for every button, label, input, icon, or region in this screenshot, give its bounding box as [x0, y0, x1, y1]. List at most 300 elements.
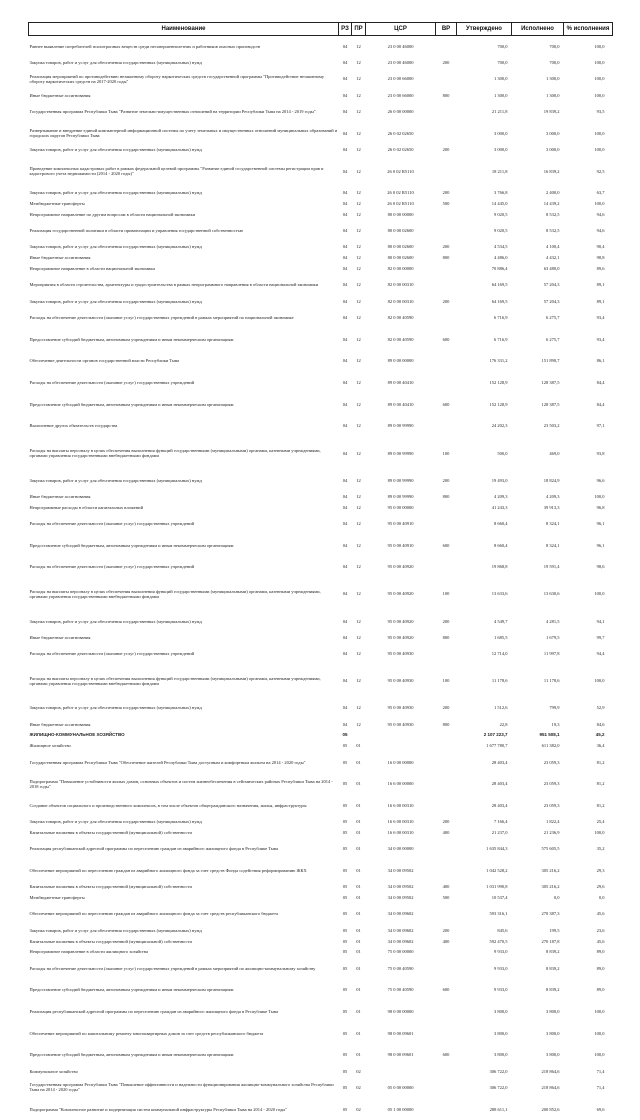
row-approved: 1 300,0 [494, 92, 508, 98]
row-approved: 11 178,6 [491, 678, 508, 684]
table-row [29, 513, 613, 535]
row-percent: 97,1 [596, 423, 605, 429]
row-rz: 04 [342, 521, 348, 526]
table-row [29, 946, 613, 957]
row-pr: 12 [356, 201, 361, 207]
row-csr: 95 0 00 40920 [387, 634, 414, 640]
row-name: Закупка товаров, работ и услуг для обеспечения государственных (муниципальных) нужд [29, 244, 202, 250]
row-csr: 95 0 00 40930 [387, 678, 414, 684]
row-pr: 12 [356, 255, 361, 261]
row-percent: 100,0 [594, 1030, 605, 1036]
table-row [29, 730, 613, 741]
row-pr: 12 [356, 168, 361, 174]
row-percent: 100,0 [594, 830, 605, 836]
row-approved: 6 716,9 [494, 314, 508, 320]
row-rz: 05 [342, 938, 348, 944]
row-pr: 12 [356, 721, 361, 727]
row-rz: 05 [342, 1084, 348, 1090]
row-csr: 26 0 02 02650 [387, 146, 414, 152]
row-name: Закупка товаров, работ и услуг для обеспечения государственных (муниципальных) нужд [29, 190, 202, 196]
row-executed: 270 387,3 [541, 911, 560, 917]
row-name: Расходы на обеспечение деятельности (оказание услуг) государственных учреждений [29, 521, 195, 526]
row-executed: 39 913,3 [543, 504, 560, 510]
table-row [29, 838, 613, 860]
row-rz: 05 [342, 965, 348, 971]
row-name: Капитальные вложения в объекты государственной (муниципальной) собственности [29, 830, 192, 836]
row-rz: 04 [342, 477, 348, 483]
row-vr [436, 372, 457, 394]
row-name: Предоставление субсидий бюджетным, автономным учреждениям и иным некоммерческим организациям [29, 336, 234, 342]
row-name: Предоставление субсидий бюджетным, автономным учреждениям и иным некоммерческим организациям [29, 1052, 234, 1058]
row-percent: 100,0 [594, 201, 605, 207]
row-name: Государственная программа Республики Тыва "Повышение эффективности и надежности функционирования жилищно-коммунального хозяйства Республики Тыва на 2014 - 2020 годы" [29, 1082, 334, 1093]
row-csr: 82 0 00 00310 [387, 298, 414, 304]
row-percent: 93,4 [596, 314, 605, 320]
row-rz: 05 [342, 895, 348, 901]
row-pr: 12 [356, 401, 361, 407]
row-csr: 16 6 00 00310 [387, 819, 414, 825]
row-percent: 81,2 [596, 759, 605, 765]
row-name: Иные бюджетные ассигнования [29, 634, 91, 640]
row-vr [436, 838, 457, 860]
row-percent: 81,2 [596, 781, 605, 787]
row-vr [436, 209, 457, 220]
row-csr: 23 0 00 46000 [387, 60, 414, 66]
row-approved: 3 800,0 [494, 1030, 508, 1036]
table-row [29, 307, 613, 329]
row-approved: 845,6 [497, 927, 508, 933]
row-percent: 100,0 [594, 1052, 605, 1058]
table-row [29, 101, 613, 123]
row-pr: 12 [356, 108, 361, 114]
row-csr: 95 0 00 40920 [387, 618, 414, 624]
row-rz: 04 [342, 76, 348, 82]
row-csr: 26 0 02 R5110 [387, 201, 414, 207]
row-percent: 94,6 [596, 228, 605, 234]
row-pr: 01 [356, 781, 361, 787]
table-row [29, 274, 613, 296]
row-percent: 99,7 [596, 634, 605, 640]
row-executed: 8 324,1 [546, 542, 560, 548]
row-csr: 95 0 00 40930 [387, 651, 414, 657]
row-percent: 96,6 [596, 477, 605, 483]
row-approved: 64 169,5 [491, 282, 508, 288]
row-vr: 100 [442, 450, 450, 456]
row-executed: 14 439,2 [543, 201, 560, 207]
header-approved: Утверждено [457, 23, 512, 36]
row-pr: 12 [356, 618, 361, 624]
row-pr: 12 [356, 146, 361, 152]
row-pr: 12 [356, 591, 361, 597]
row-rz: 04 [342, 564, 348, 570]
row-percent: 45,6 [596, 911, 605, 917]
row-name: Расходы на выплаты персоналу в целях обеспечения выполнения функций государственными (муниципальными) органами, казенными учреждениями, органами управления государственными внебюджетными фондами [29, 675, 321, 686]
row-name: Государственная программа Республики Тыва "Обеспечение жителей Республики Тыва доступным и комфортным жильем на 2014 - 2020 годы" [29, 759, 306, 765]
row-name: Создание объектов социального и производственного комплексов, в том числе объектов общегражданского назначения, жилья, инфраструктуры [29, 802, 307, 808]
row-vr: 600 [442, 542, 450, 548]
row-rz: 04 [342, 228, 348, 234]
row-name: Непрограммное направление в области национальной экономики [29, 266, 155, 272]
row-rz: 04 [342, 255, 348, 261]
table-row [29, 144, 613, 155]
table-row [29, 827, 613, 838]
row-pr: 02 [356, 1084, 361, 1090]
row-vr [436, 1001, 457, 1023]
row-approved: 593 316,1 [489, 911, 508, 917]
row-csr: 95 0 00 40910 [387, 542, 414, 548]
row-approved: 1 685,5 [494, 634, 508, 640]
row-vr: 200 [442, 60, 450, 66]
row-vr: 800 [442, 493, 450, 499]
row-csr [366, 730, 436, 741]
row-name: Иные бюджетные ассигнования [29, 255, 91, 261]
row-rz: 05 [342, 830, 348, 836]
row-name: Обеспечение мероприятий по капитальному ремонту многоквартирных домов за счет средств республиканского бюджета [29, 1030, 264, 1036]
row-approved: 288 611,1 [489, 1106, 508, 1112]
row-approved: 3 000,0 [494, 146, 508, 152]
row-executed: 151 890,7 [541, 358, 560, 364]
row-executed: 611 382,0 [541, 743, 560, 749]
row-percent: 71,4 [596, 1068, 605, 1074]
row-approved: 6 716,9 [494, 336, 508, 342]
row-percent: 29,6 [596, 884, 605, 890]
row-executed: 18 824,9 [543, 477, 560, 483]
table-row [29, 187, 613, 198]
row-pr: 02 [356, 1068, 361, 1074]
row-percent: 90,4 [596, 244, 605, 250]
row-name: Непрограммные расходы в области капитальных вложений [29, 504, 143, 510]
row-vr [436, 307, 457, 329]
row-pr: 01 [356, 1052, 361, 1058]
row-vr: 500 [442, 201, 450, 207]
row-percent: 100,0 [594, 493, 605, 499]
row-vr: 400 [442, 938, 450, 944]
row-executed: 13 630,6 [543, 591, 560, 597]
row-approved: 152 128,9 [489, 380, 508, 386]
row-csr: 82 0 00 40590 [387, 314, 414, 320]
row-name: Развертывание и внедрение единой компьютерной информационной системы по учету земельных и имущественных отношений муниципальных образований и городских округов Республики Тыва [29, 128, 338, 139]
row-rz: 05 [342, 868, 348, 874]
row-vr [436, 1066, 457, 1077]
row-approved: 9 933,0 [494, 987, 508, 993]
row-name: Государственная программа Республики Тыва "Развитие земельно-имущественных отношений на территории Республики Тыва на 2014 - 2019 годы" [29, 108, 316, 114]
row-pr: 12 [356, 564, 361, 570]
row-rz: 04 [342, 201, 348, 207]
row-csr: 26 0 02 02650 [387, 130, 414, 136]
row-pr: 12 [356, 358, 361, 364]
row-pr: 12 [356, 705, 361, 711]
table-row [29, 979, 613, 1001]
row-name: Иные бюджетные ассигнования [29, 92, 91, 98]
row-approved: 19 868,8 [491, 564, 508, 570]
row-rz: 04 [342, 146, 348, 152]
row-approved: 3 766,8 [494, 190, 508, 196]
row-percent: 84,6 [596, 721, 605, 727]
row-name: Закупка товаров, работ и услуг для обеспечения государственных (муниципальных) нужд [29, 927, 202, 933]
row-executed: 951 508,1 [539, 732, 560, 738]
row-approved: 19 493,0 [491, 477, 508, 483]
row-executed: 8 532,5 [546, 211, 560, 217]
row-name: Расходы на обеспечение деятельности (оказание услуг) государственных учреждений в рамках мероприятий по национальной экономике [29, 314, 294, 320]
row-csr: 80 0 00 00000 [387, 211, 414, 217]
row-approved: 4 534,5 [494, 244, 508, 250]
row-approved: 21 211,8 [491, 108, 508, 114]
row-approved: 1 635 844,3 [486, 846, 508, 852]
row-name: Расходы на обеспечение деятельности (оказание услуг) государственных учреждений [29, 651, 195, 657]
row-percent: 23,6 [596, 927, 605, 933]
row-rz: 05 [342, 1106, 348, 1112]
row-approved: 3 800,0 [494, 1052, 508, 1058]
row-executed: 799,9 [549, 705, 560, 711]
row-pr: 01 [356, 802, 361, 808]
row-vr: 200 [442, 477, 450, 483]
row-pr: 01 [356, 987, 361, 993]
row-rz: 04 [342, 423, 348, 429]
row-pr: 01 [356, 927, 361, 933]
row-csr: 82 0 00 00310 [387, 282, 414, 288]
row-percent: 81,2 [596, 802, 605, 808]
row-csr: 89 0 00 40410 [387, 380, 414, 386]
row-vr [436, 263, 457, 274]
row-vr [436, 556, 457, 578]
row-approved: 1 512,6 [494, 705, 508, 711]
row-approved: 176 331,2 [489, 358, 508, 364]
header-name: Наименование [29, 23, 339, 36]
row-csr: 34 0 00 09602 [387, 927, 414, 933]
row-csr: 16 6 00 00000 [387, 781, 414, 787]
header-executed: Исполнено [512, 23, 564, 36]
row-rz: 04 [342, 266, 348, 272]
row-percent: 84,4 [596, 401, 605, 407]
row-percent: 89,6 [596, 266, 605, 272]
row-approved: 28 403,4 [491, 759, 508, 765]
row-executed: 8 324,1 [546, 521, 560, 526]
row-name: Подпрограмма "Повышение устойчивости жилых домов, основных объектов и систем жизнеобеспечения в сейсмических районах Республики Тыва на 2014 - 2018 годы" [29, 778, 333, 789]
row-vr [436, 1077, 457, 1099]
row-rz: 04 [342, 282, 348, 288]
row-rz: 05 [342, 911, 348, 917]
row-vr: 200 [442, 146, 450, 152]
table-row [29, 925, 613, 936]
row-percent: 0,0 [598, 895, 605, 901]
row-approved: 1 677 780,7 [486, 743, 508, 749]
row-vr [436, 68, 457, 90]
row-vr [436, 274, 457, 296]
row-percent: 100,0 [594, 1009, 605, 1014]
row-vr [436, 860, 457, 882]
row-rz: 04 [342, 211, 348, 217]
row-rz: 04 [342, 44, 348, 50]
row-approved: 306 722,0 [489, 1068, 508, 1074]
table-row [29, 122, 613, 144]
row-pr: 12 [356, 314, 361, 320]
row-executed: 6 275,7 [546, 336, 560, 342]
table-row [29, 881, 613, 892]
row-name: Реализация республиканской адресной программы по переселению граждан из аварийного жилищного фонда в Республике Тыва [29, 846, 278, 852]
row-rz: 05 [342, 1009, 348, 1014]
row-executed: 305 216,2 [541, 884, 560, 890]
table-row [29, 697, 613, 719]
row-csr: 23 0 00 66000 [387, 76, 414, 82]
row-vr [436, 513, 457, 535]
row-executed: 8 839,2 [546, 949, 560, 955]
table-row [29, 393, 613, 415]
row-csr: 89 0 00 40410 [387, 401, 414, 407]
row-pr: 12 [356, 504, 361, 510]
row-executed: 199,5 [549, 927, 560, 933]
table-row [29, 437, 613, 470]
table-row [29, 1077, 613, 1099]
row-csr: 34 0 00 09502 [387, 868, 414, 874]
row-pr: 12 [356, 130, 361, 136]
row-approved: 592 470,5 [489, 938, 508, 944]
row-name: Предоставление субсидий бюджетным, автономным учреждениям и иным некоммерческим организациям [29, 401, 234, 407]
row-name: Реализация мероприятий по противодействию незаконному обороту наркотических средств государственной программы "Противодействие незаконному обороту наркотических средств на 2017-2020 годы" [29, 73, 325, 84]
row-vr: 100 [442, 591, 450, 597]
table-row [29, 372, 613, 394]
row-name: Жилищное хозяйство [29, 743, 71, 749]
row-approved: 24 202,3 [491, 423, 508, 429]
row-approved: 9 020,5 [494, 228, 508, 234]
row-name: Расходы на выплаты персоналу в целях обеспечения выполнения функций государственными (муниципальными) органами, казенными учреждениями, органами управления государственными внебюджетными фондами [29, 588, 321, 599]
row-name: Межбюджетные трансферты [29, 201, 85, 207]
row-csr: 89 0 00 99990 [387, 423, 414, 429]
row-pr: 01 [356, 1030, 361, 1036]
row-vr: 200 [442, 618, 450, 624]
row-rz: 04 [342, 358, 348, 364]
row-name: Непрограммное направление в области жилищного хозяйства [29, 949, 148, 955]
row-vr [436, 740, 457, 751]
row-csr: 05 1 00 00000 [387, 1106, 414, 1112]
row-vr: 600 [442, 336, 450, 342]
table-row [29, 632, 613, 643]
row-vr [436, 350, 457, 372]
row-vr [436, 643, 457, 665]
row-approved: 1 300,0 [494, 76, 508, 82]
row-executed: 1 822,4 [546, 819, 560, 825]
row-approved: 12 714,0 [491, 651, 508, 657]
row-executed: 4 432,1 [546, 255, 560, 261]
row-executed: 23 059,3 [543, 802, 560, 808]
row-approved: 3 800,0 [494, 1009, 508, 1014]
row-executed: 575 605,5 [541, 846, 560, 852]
row-percent: 89,1 [596, 282, 605, 288]
row-rz: 04 [342, 504, 348, 510]
row-vr: 200 [442, 927, 450, 933]
row-name: Проведение комплексных кадастровых работ в рамках федеральной целевой программы "Развитие единой государственной системы регистрации прав и кадастрового учета недвижимости (2014 - 2020 годы)" [29, 166, 324, 177]
row-csr: 89 0 00 99990 [387, 493, 414, 499]
row-csr: 05 0 00 00000 [387, 1084, 414, 1090]
table-row [29, 1044, 613, 1066]
row-name: Расходы на выплаты персоналу в целях обеспечения выполнения функций государственными (муниципальными) органами, казенными учреждениями, органами управления государственными внебюджетными фондами [29, 448, 321, 458]
row-rz: 05 [342, 846, 348, 852]
row-pr: 12 [356, 634, 361, 640]
row-executed: 6 275,7 [546, 314, 560, 320]
row-executed: 1 300,0 [546, 76, 560, 82]
row-name: Раннее выявление потребителей психотропных веществ среди несовершеннолетних и работников опасных производств [29, 44, 261, 50]
row-pr: 01 [356, 938, 361, 944]
row-percent: 69,6 [596, 1106, 605, 1112]
row-pr: 02 [356, 1106, 361, 1112]
row-approved: 2 107 223,7 [483, 732, 508, 738]
row-vr: 200 [442, 705, 450, 711]
row-executed: 3 000,0 [546, 130, 560, 136]
row-executed: 3 000,0 [546, 146, 560, 152]
row-name: Иные бюджетные ассигнования [29, 721, 91, 727]
row-csr: 80 0 00 02600 [387, 244, 414, 250]
row-vr [436, 730, 457, 741]
row-pr: 12 [356, 380, 361, 386]
row-pr: 12 [356, 282, 361, 288]
row-vr: 600 [442, 1052, 450, 1058]
row-percent: 100,0 [594, 591, 605, 597]
row-csr: 75 0 00 00000 [387, 949, 414, 955]
row-name: Коммунальное хозяйство [29, 1068, 78, 1074]
row-executed: 700,0 [549, 60, 560, 66]
row-executed: 23 059,3 [543, 781, 560, 787]
row-rz: 04 [342, 450, 348, 456]
table-row [29, 263, 613, 274]
row-pr: 12 [356, 44, 361, 50]
row-percent: 84,4 [596, 380, 605, 386]
row-executed: 8 532,5 [546, 228, 560, 234]
row-pr: 01 [356, 830, 361, 836]
table-row [29, 415, 613, 437]
row-percent: 45,2 [595, 732, 605, 738]
row-vr [436, 155, 457, 188]
row-executed: 23 059,3 [543, 759, 560, 765]
table-row [29, 90, 613, 101]
row-vr: 800 [442, 634, 450, 640]
row-approved: 13 633,6 [491, 591, 508, 597]
row-vr: 800 [442, 92, 450, 98]
row-vr: 500 [442, 895, 450, 901]
row-percent: 93,4 [596, 336, 605, 342]
row-pr: 12 [356, 477, 361, 483]
row-rz: 04 [342, 336, 348, 342]
row-name: Закупка товаров, работ и услуг для обеспечения государственных (муниципальных) нужд [29, 705, 202, 711]
row-name: Закупка товаров, работ и услуг для обеспечения государственных (муниципальных) нужд [29, 477, 202, 483]
row-vr: 800 [442, 721, 450, 727]
row-pr: 01 [356, 884, 361, 890]
row-csr: 82 0 00 40590 [387, 336, 414, 342]
row-executed: 270 187,8 [541, 938, 560, 944]
row-csr: 26 0 02 R5110 [387, 168, 414, 174]
row-percent: 89,0 [596, 949, 605, 955]
row-name: Расходы на обеспечение деятельности (оказание услуг) государственных учреждений в рамках мероприятий по жилищно-коммунальному хозяйству [29, 965, 316, 971]
row-rz: 04 [342, 678, 348, 684]
table-row [29, 610, 613, 632]
row-rz: 05 [342, 1052, 348, 1058]
row-percent: 93,8 [596, 450, 605, 456]
table-row [29, 795, 613, 817]
row-approved: 41 243,3 [491, 504, 508, 510]
row-pr: 01 [356, 846, 361, 852]
row-executed: 4 100,4 [546, 244, 560, 250]
row-pr: 01 [356, 759, 361, 765]
row-pr: 12 [356, 423, 361, 429]
row-percent: 89,1 [596, 298, 605, 304]
row-vr [436, 101, 457, 123]
row-csr: 16 0 00 00000 [387, 759, 414, 765]
row-approved: 4 486,0 [494, 255, 508, 261]
row-executed: 57 204,3 [543, 298, 560, 304]
row-rz: 04 [342, 298, 348, 304]
row-percent: 36,4 [596, 743, 605, 749]
row-rz: 05 [342, 743, 348, 749]
row-pr: 12 [356, 244, 361, 250]
row-pr: 01 [356, 868, 361, 874]
